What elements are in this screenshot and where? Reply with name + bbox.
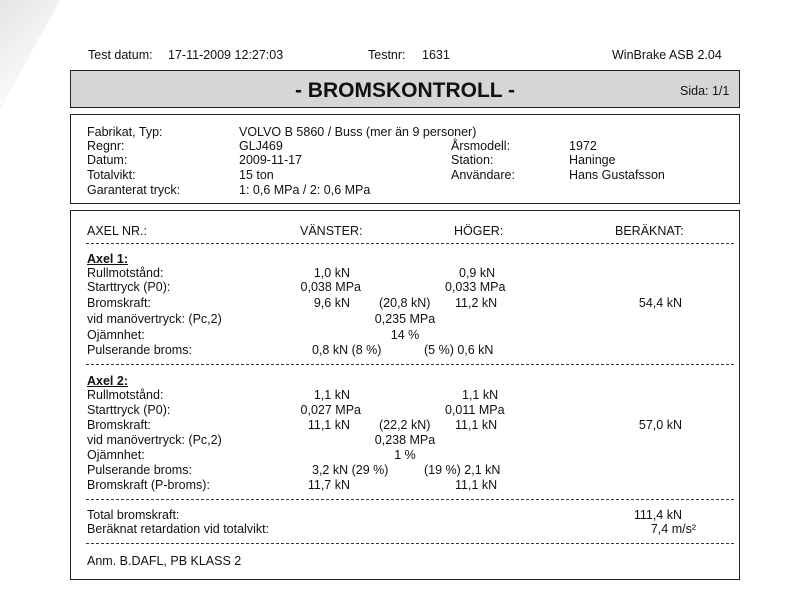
axle2-pulsating-right: (19 %) 2,1 kN xyxy=(424,463,501,477)
axle1-start-label: Starttryck (P0): xyxy=(87,280,171,294)
total-brake-force-label: Total bromskraft: xyxy=(87,508,180,522)
axle1-title: Axel 1: xyxy=(87,252,128,266)
axle1-brake-right: 11,2 kN xyxy=(455,296,498,310)
remark: Anm. B.DAFL, PB KLASS 2 xyxy=(87,554,242,568)
axle2-parking-brake-label: Bromskraft (P-broms): xyxy=(87,478,210,492)
axle2-start-left: 0,027 MPa xyxy=(300,403,361,417)
axle1-brake-label: Bromskraft: xyxy=(87,296,151,310)
axle2-brake-total: (22,2 kN) xyxy=(379,418,431,432)
axle2-unevenness-value: 1 % xyxy=(394,448,416,462)
axle1-brake-total: (20,8 kN) xyxy=(379,296,431,310)
axle2-title: Axel 2: xyxy=(87,374,128,388)
divider xyxy=(86,499,734,500)
axle1-pulsating-right: (5 %) 0,6 kN xyxy=(424,343,494,357)
axle1-pulsating-left: 0,8 kN (8 %) xyxy=(312,343,382,357)
guaranteed-pressure-label: Garanterat tryck: xyxy=(87,183,181,197)
axle1-rolling-left: 1,0 kN xyxy=(313,266,350,280)
retardation-label: Beräknat retardation vid totalvikt: xyxy=(87,522,270,536)
axle1-unevenness-value: 14 % xyxy=(390,328,420,342)
make-label: Fabrikat, Typ: xyxy=(87,125,163,139)
axle1-start-left: 0,038 MPa xyxy=(300,280,361,294)
test-number-label: Testnr: xyxy=(368,48,406,62)
model-year-value: 1972 xyxy=(569,139,597,153)
axle2-brake-left: 11,1 kN xyxy=(307,418,350,432)
col-header-right: HÖGER: xyxy=(454,224,504,238)
test-date-value: 17-11-2009 12:27:03 xyxy=(168,48,284,62)
axle2-brake-calculated: 57,0 kN xyxy=(638,418,682,432)
station-value: Haninge xyxy=(569,153,616,167)
axle2-unevenness-label: Ojämnhet: xyxy=(87,448,145,462)
axle1-rolling-label: Rullmotstånd: xyxy=(87,266,164,280)
total-brake-force-value: 111,4 kN xyxy=(633,508,682,522)
axle2-start-label: Starttryck (P0): xyxy=(87,403,171,417)
axle1-start-right: 0,033 MPa xyxy=(445,280,506,294)
axle1-brake-left: 9,6 kN xyxy=(313,296,350,310)
axle1-rolling-right: 0,9 kN xyxy=(459,266,496,280)
divider xyxy=(86,243,734,244)
col-header-axle: AXEL NR.: xyxy=(87,224,147,238)
axle2-rolling-label: Rullmotstånd: xyxy=(87,388,164,402)
axle2-brake-right: 11,1 kN xyxy=(455,418,498,432)
col-header-left: VÄNSTER: xyxy=(300,224,363,238)
axle2-pulsating-label: Pulserande broms: xyxy=(87,463,192,477)
axle2-rolling-right: 1,1 kN xyxy=(462,388,499,402)
model-year-label: Årsmodell: xyxy=(451,139,511,153)
total-weight-value: 15 ton xyxy=(239,168,274,182)
axle2-control-pressure-value: 0,238 MPa xyxy=(374,433,436,447)
axle2-parking-brake-right: 11,1 kN xyxy=(455,478,498,492)
axle2-control-pressure-label: vid manövertryck: (Pc,2) xyxy=(87,433,222,447)
divider xyxy=(86,364,734,365)
axle1-unevenness-label: Ojämnhet: xyxy=(87,328,145,342)
divider xyxy=(86,543,734,544)
guaranteed-pressure-value: 1: 0,6 MPa / 2: 0,6 MPa xyxy=(239,183,371,197)
page-number: Sida: 1/1 xyxy=(680,84,730,98)
software-version: WinBrake ASB 2.04 xyxy=(612,48,722,62)
test-date-label: Test datum: xyxy=(88,48,153,62)
date-value: 2009-11-17 xyxy=(239,153,303,167)
axle2-start-right: 0,011 MPa xyxy=(445,403,505,417)
test-number-value: 1631 xyxy=(422,48,450,62)
axle1-brake-calculated: 54,4 kN xyxy=(638,296,682,310)
date-label: Datum: xyxy=(87,153,128,167)
axle2-pulsating-left: 3,2 kN (29 %) xyxy=(312,463,389,477)
user-value: Hans Gustafsson xyxy=(569,168,665,182)
regnr-value: GLJ469 xyxy=(239,139,283,153)
retardation-value: 7,4 m/s² xyxy=(650,522,696,536)
col-header-calculated: BERÄKNAT: xyxy=(615,224,684,238)
axle2-parking-brake-left: 11,7 kN xyxy=(307,478,350,492)
axle1-control-pressure-label: vid manövertryck: (Pc,2) xyxy=(87,312,222,326)
station-label: Station: xyxy=(451,153,494,167)
axle2-rolling-left: 1,1 kN xyxy=(313,388,350,402)
axle1-control-pressure-value: 0,235 MPa xyxy=(374,312,436,326)
page-title: - BROMSKONTROLL - xyxy=(294,79,516,102)
regnr-label: Regnr: xyxy=(87,139,125,153)
total-weight-label: Totalvikt: xyxy=(87,168,136,182)
axle2-brake-label: Bromskraft: xyxy=(87,418,151,432)
make-value: VOLVO B 5860 / Buss (mer än 9 personer) xyxy=(239,125,477,139)
axle1-pulsating-label: Pulserande broms: xyxy=(87,343,192,357)
user-label: Användare: xyxy=(451,168,515,182)
page-fold-shadow xyxy=(0,0,60,110)
